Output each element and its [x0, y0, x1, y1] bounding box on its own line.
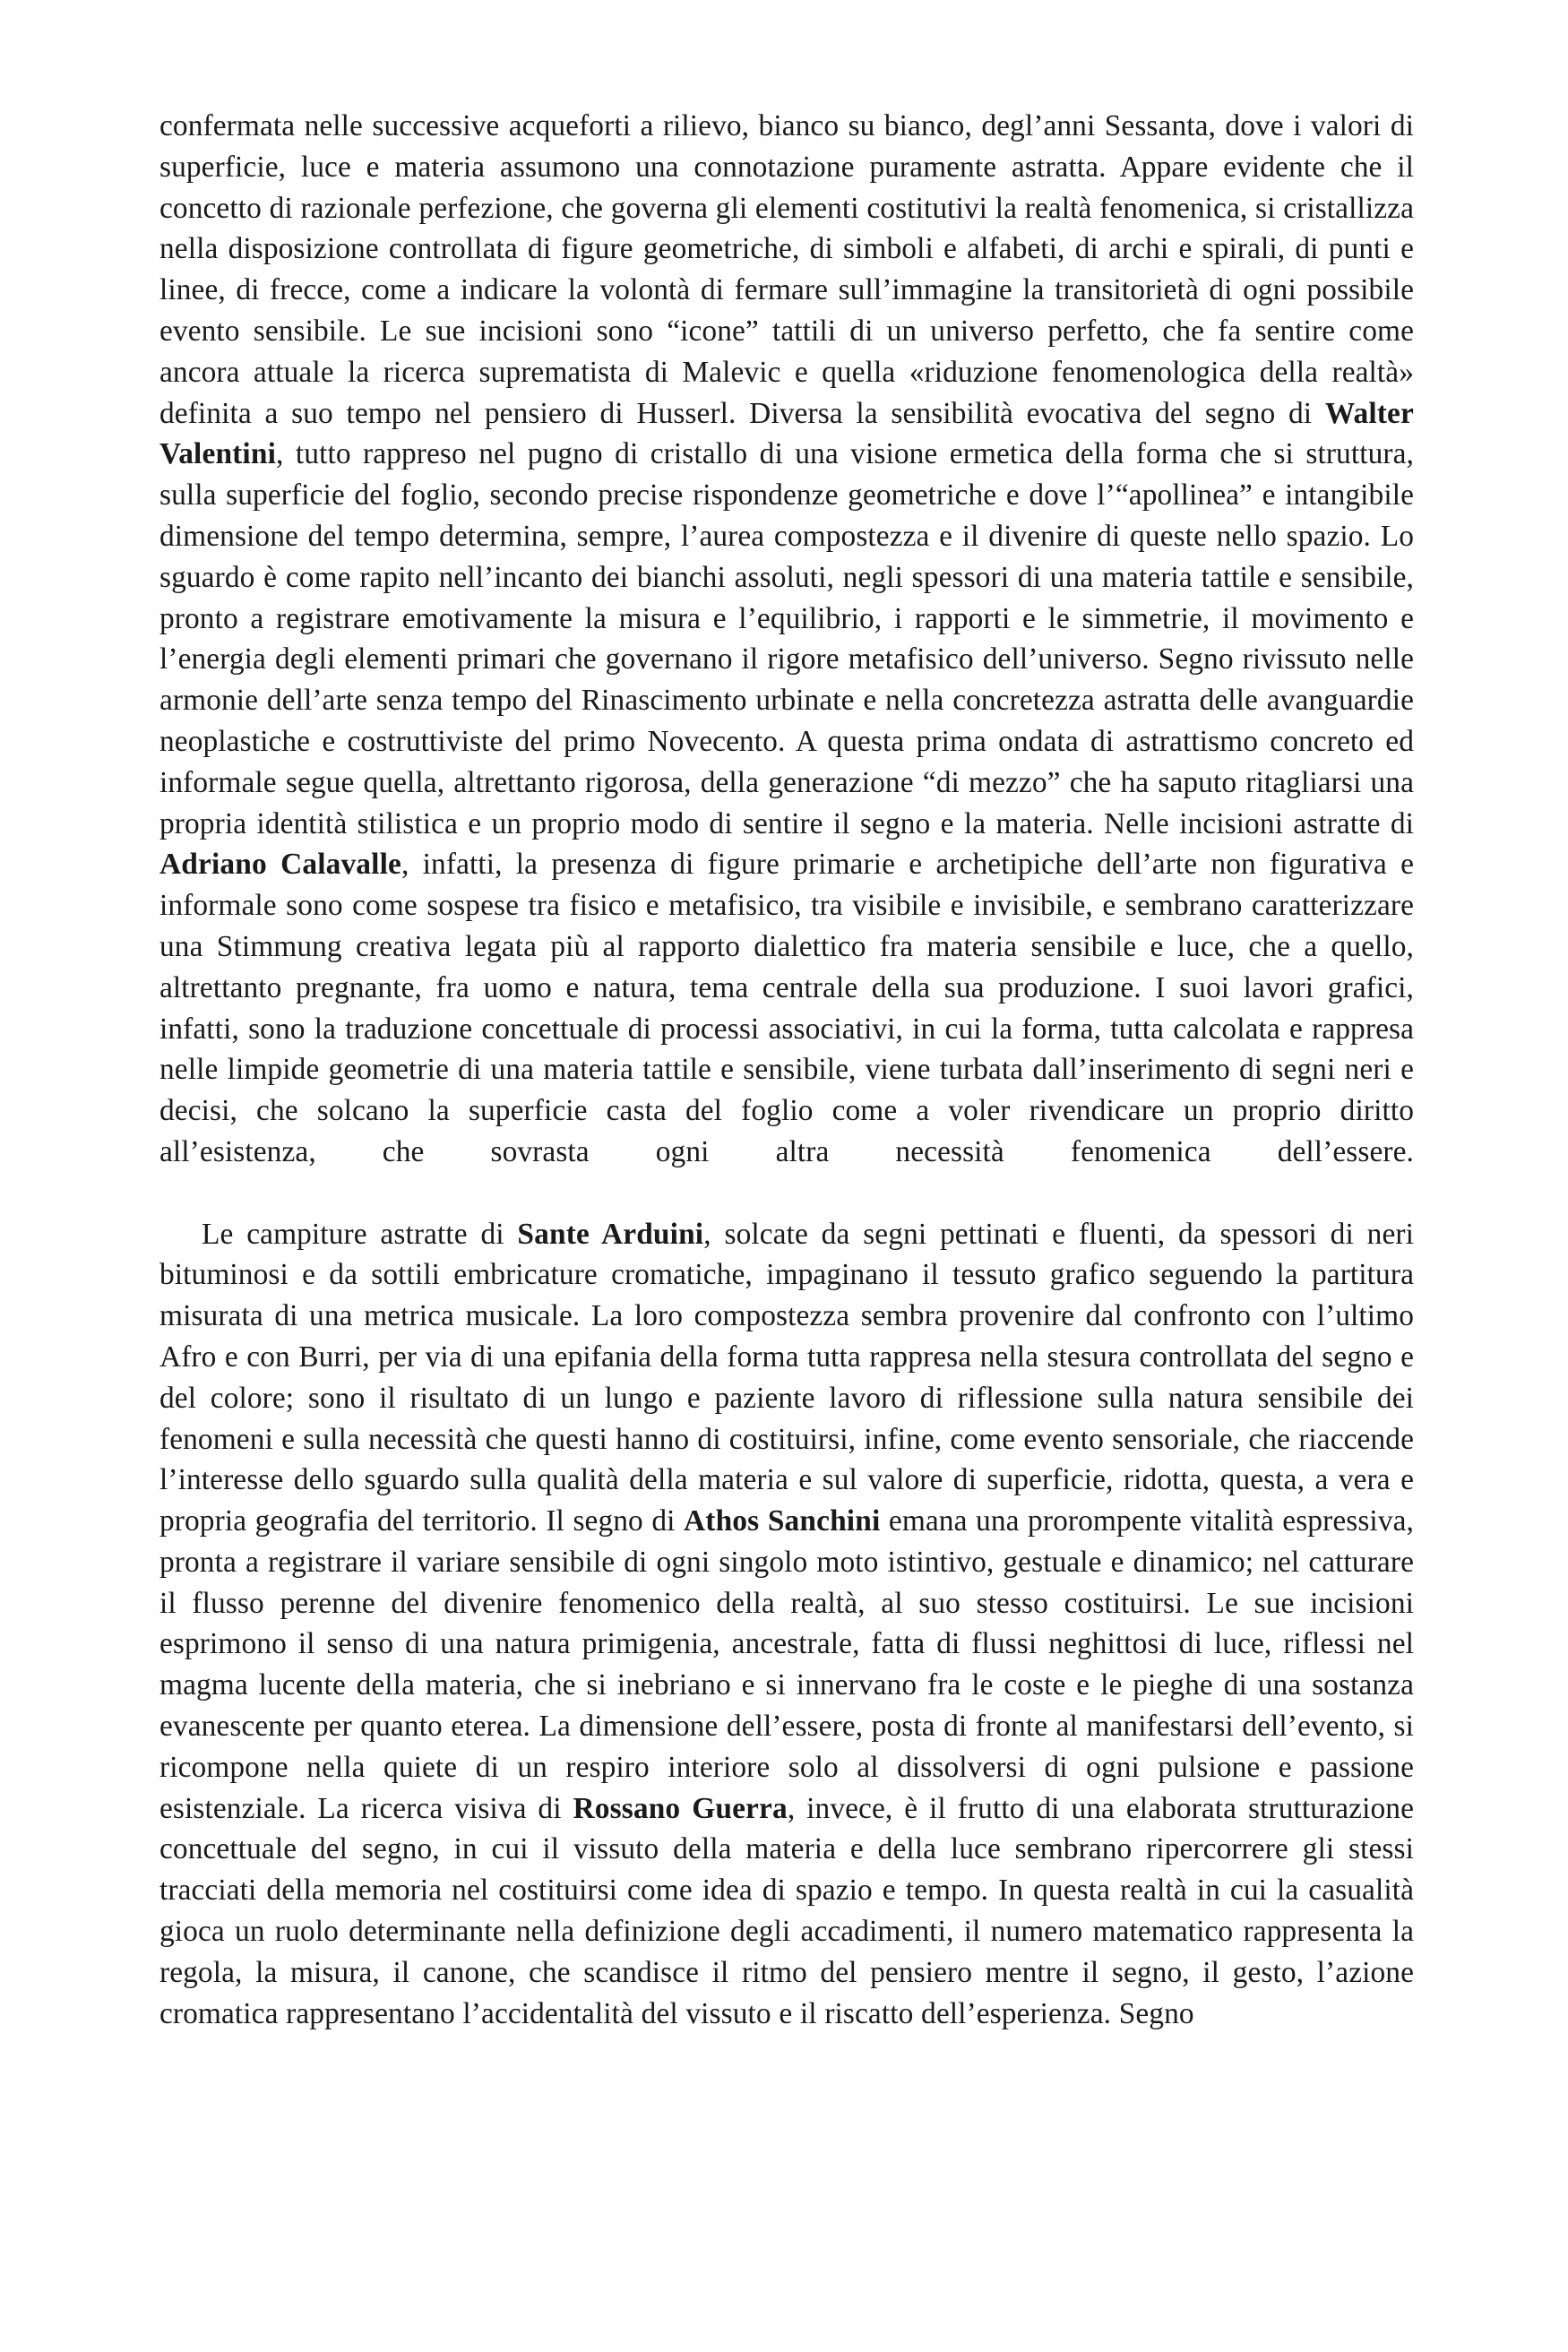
artist-name: Sante Arduini [517, 1217, 704, 1251]
text-run: , tutto rappreso nel pugno di cristallo di una visione ermetica della forma che si struttura, sulla superficie del foglio, secondo precise rispondenze geometriche e dove l’“apollinea” e intangibile dimensione del tempo determina, sempre, l’aurea compostezza e il divenire di queste nello spazio. Lo sguardo è come rapito nell’incanto dei bianchi assoluti, negli spessori di una materia tattile e sensibile, pronto a registrare emotivamente la misura e l’equilibrio, i rapporti e le simmetrie, il movimento e l’energia degli elementi primari che governano il rigore metafisico dell’universo. Segno rivissuto nelle armonie dell’arte senza tempo del Rinascimento urbinate e nella concretezza astratta delle avanguardie neoplastiche e costruttiviste del primo Novecento. A questa prima ondata di astrattismo concreto ed informale segue quella, altrettanto rigorosa, della generazione “di mezzo” che ha saputo ritagliarsi una propria identità stilistica e un proprio modo di sentire il segno e la materia. Nelle incisioni astratte di [159, 437, 1414, 840]
text-run: , invece, è il frutto di una elaborata strutturazione concettuale del segno, in cui il vissuto della materia e della luce sembrano ripercorrere gli stessi tracciati della memoria nel costituirsi come idea di spazio e tempo. In questa realtà in cui la casualità gioca un ruolo determinante nella definizione degli accadimenti, il numero matematico rappresenta la regola, la misura, il canone, che scandisce il ritmo del pensiero mentre il segno, il gesto, l’azione cromatica rappresentano l’accidentalità del vissuto e il riscatto dell’esperienza. Segno [159, 1791, 1414, 2030]
body-text-column [159, 106, 1414, 2034]
artist-name: Athos Sanchini [684, 1504, 881, 1538]
text-run: Le campiture astratte di [202, 1217, 518, 1251]
paragraph-1 [159, 106, 1414, 1214]
text-run: emana una prorompente vitalità espressiva, pronta a registrare il variare sensibile di ogni singolo moto istintivo, gestuale e dinamico; nel catturare il flusso perenne del divenire fenomenico della realtà, al suo stesso costituirsi. Le sue incisioni esprimono il senso di una natura primigenia, ancestrale, fatta di flussi neghittosi di luce, riflessi nel magma lucente della materia, che si inebriano e si innervano fra le coste e le pieghe di una sostanza evanescente per quanto eterea. La dimensione dell’essere, posta di fronte al manifestarsi dell’evento, si ricompone nella quiete di un respiro interiore solo al dissolversi di ogni pulsione e passione esistenziale. La ricerca visiva di [159, 1504, 1414, 1825]
artist-name: Rossano Guerra [573, 1791, 788, 1825]
text-run: confermata nelle successive acqueforti a rilievo, bianco su bianco, degl’anni Sessanta, dove i valori di superficie, luce e materia assumono una connotazione puramente astratta. Appare evidente che il concetto di razionale perfezione, che governa gli elementi costitutivi la realtà fenomenica, si cristallizza nella disposizione controllata di figure geometriche, di simboli e alfabeti, di archi e spirali, di punti e linee, di frecce, come a indicare la volontà di fermare sull’immagine la transitorietà di ogni possibile evento sensibile. Le sue incisioni sono “icone” tattili di un universo perfetto, che fa sentire come ancora attuale la ricerca suprematista di Malevic e quella «riduzione fenomenologica della realtà» definita a suo tempo nel pensiero di Husserl. Diversa la sensibilità evocativa del segno di [159, 109, 1414, 430]
paragraph-2 [159, 1214, 1414, 2035]
artist-name: Adriano Calavalle [159, 848, 401, 882]
artist-name: Walter Valentini [159, 396, 1414, 471]
text-run: , solcate da segni pettinati e fluenti, da spessori di neri bituminosi e da sottili embricature cromatiche, impaginano il tessuto grafico seguendo la partitura misurata di una metrica musicale. La loro compostezza sembra provenire dal confronto con l’ultimo Afro e con Burri, per via di una epifania della forma tutta rappresa nella stesura controllata del segno e del colore; sono il risultato di un lungo e paziente lavoro di riflessione sulla natura sensibile dei fenomeni e sulla necessità che questi hanno di costituirsi, infine, come evento sensoriale, che riaccende l’interesse dello sguardo sulla qualità della materia e sul valore di superficie, ridotta, questa, a vera e propria geografia del territorio. Il segno di [159, 1217, 1414, 1538]
text-run: , infatti, la presenza di figure primarie e archetipiche dell’arte non figurativa e informale sono come sospese tra fisico e metafisico, tra visibile e invisibile, e sembrano caratterizzare una Stimmung creativa legata più al rapporto dialettico fra materia sensibile e luce, che a quello, altrettanto pregnante, fra uomo e natura, tema centrale della sua produzione. I suoi lavori grafici, infatti, sono la traduzione concettuale di processi associativi, in cui la forma, tutta calcolata e rappresa nelle limpide geometrie di una materia tattile e sensibile, viene turbata dall’inserimento di segni neri e decisi, che solcano la superficie casta del foglio come a voler rivendicare un proprio diritto all’esistenza, che sovrasta ogni altra necessità fenomenica dell’essere. [159, 848, 1414, 1168]
